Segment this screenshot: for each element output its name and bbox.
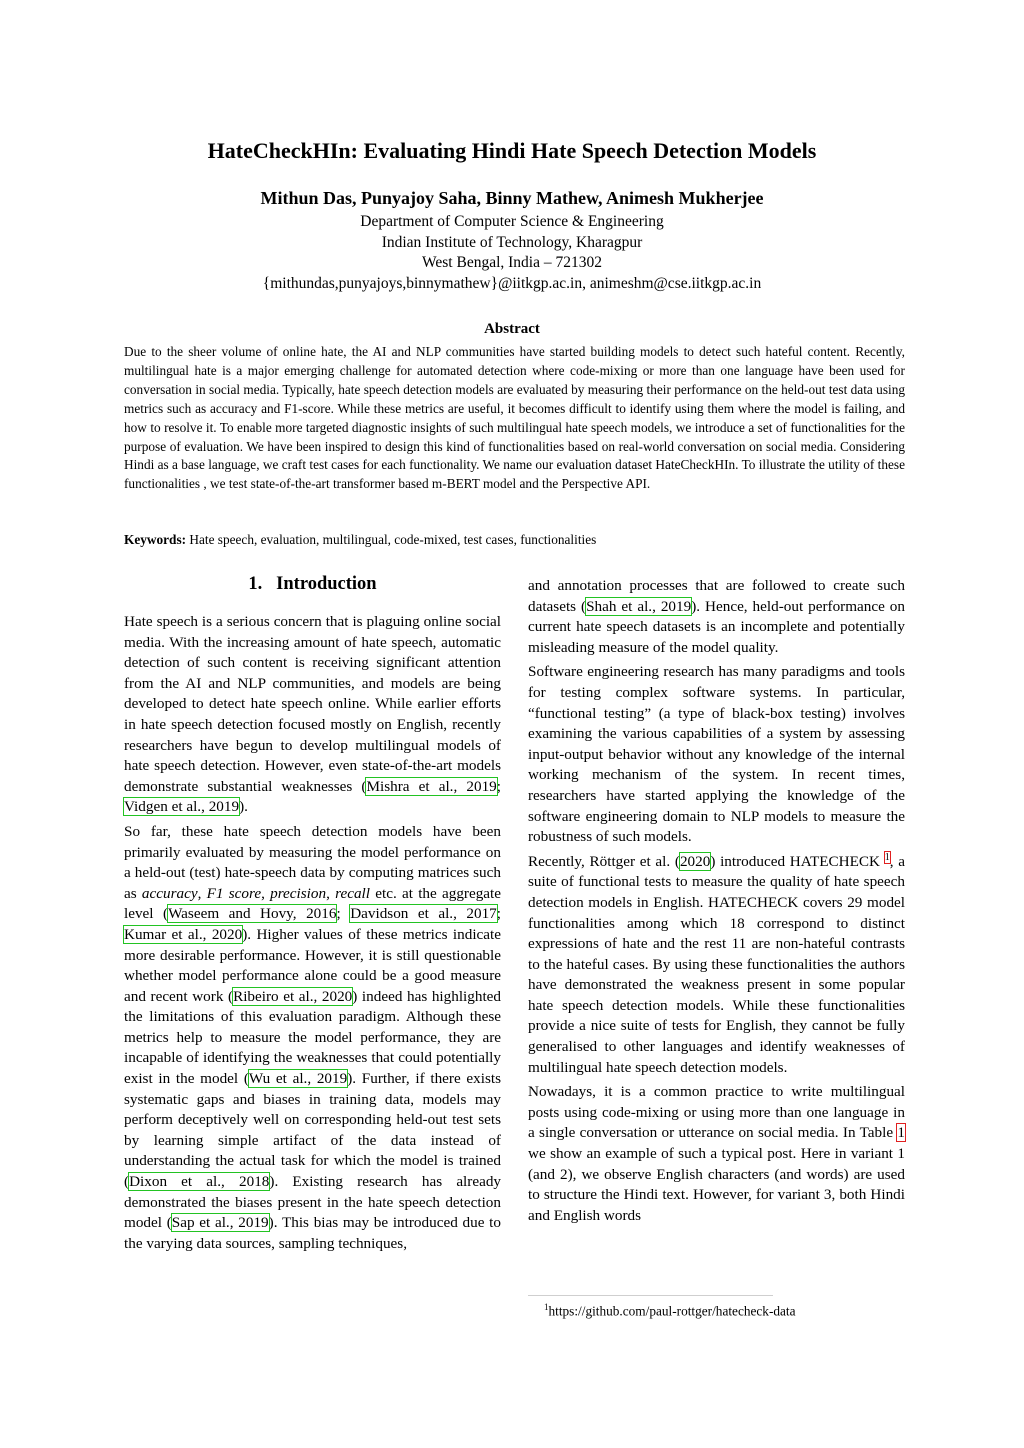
paragraph-text: Hate speech is a serious concern that is plaguing online social media. With the increasing amount of hate speech, automatic detection of such content is receiving significant attention from the AI and NLP communities, and models are being developed to detect hate speech online. While earlier efforts in hate speech detection focused mostly on English, recently researchers have begun to develop multilingual models of hate speech detection. However, even state-of-the-art models demonstrate substantial weaknesses ( [124,613,501,795]
paragraph-text: Nowadays, it is a common practice to write multilingual posts using code-mixing or using more than one language in a single conversation or utterance on social media. In Table [528,1083,905,1142]
affiliation-emails: {mithundas,punyajoys,binnymathew}@iitkgp.ac.in, animeshm@cse.iitkgp.ac.in [262,274,762,292]
metric-term: recall [335,884,370,902]
right-column [528,576,905,1230]
metric-term: precision [270,884,327,902]
separator: ; [496,777,501,795]
paragraph-text: ). This bias may be introduced due to the varying data sources, sampling techniques, [124,1214,501,1252]
paragraph-text: ). Higher values of these metrics indicate more desirable performance. However, it is still questionable whether model performance alone could be a good measure and recent work ( [124,925,501,1005]
section-number: 1. [248,574,263,594]
footnote-text: https://github.com/paul-rottger/hatecheck-data [548,1303,796,1319]
intro-paragraph-5 [528,852,905,1079]
separator: ; [496,905,501,923]
separator: , [261,884,271,902]
paragraph-text: , a suite of functional tests to measure the quality of hate speech detection models in English. HATECHECK covers 29 model functionalities among which 18 correspond to distinct expressions of hate and the rest 11 are non-hateful contrasts to the hateful cases. By using these functionalities the authors have demonstrated the weakness present in some popular hate speech detection models. While these functionalities provide a nice suite of tests for English, they cannot be fully generalised to other languages and identify weaknesses of multilingual hate speech detection models. [528,852,905,1076]
affiliation-department: Department of Computer Science & Engineering [360,213,664,230]
paragraph-text: ) indeed has highlighted the limitations of this evaluation paradigm. Although these metrics help to measure the model performance, they are incapable of identifying the weaknesses that could potentially exist in the model ( [124,987,502,1088]
footnote-mark: 1 [544,1302,549,1312]
footnote-divider [528,1295,773,1296]
separator: , [197,884,207,902]
citation-link[interactable]: Vidgen et al., 2019 [124,798,240,816]
affiliation-institute: Indian Institute of Technology, Kharagpur [381,233,643,251]
paper-title: HateCheckHIn: Evaluating Hindi Hate Speech Detection Models [207,138,817,163]
citation-link[interactable]: Mishra et al., 2019 [366,777,497,795]
paragraph-text: and annotation processes that are followed to create such datasets ( [528,577,905,615]
intro-paragraph-3 [528,576,905,658]
metric-term: F1 score [206,884,262,902]
paragraph-text: we show an example of such a typical post. Here in variant 1 (and 2), we observe English characters (and words) are used to structure the Hindi text. However, for variant 3, both Hindi and English words [528,1145,905,1224]
citation-link[interactable]: Waseem and Hovy, 2016 [168,905,337,923]
affiliation-location: West Bengal, India – 721302 [422,254,602,271]
citation-link[interactable]: Davidson et al., 2017 [350,905,497,923]
citation-link[interactable]: Sap et al., 2019 [171,1214,269,1232]
footnote [544,1298,796,1320]
section-title: Introduction [276,574,377,594]
paragraph-text: So far, these hate speech detection models have been primarily evaluated by measuring the model performance on a held-out (test) hate-speech data by computing matrices such as [124,822,501,902]
citation-link[interactable]: Ribeiro et al., 2020 [233,987,353,1005]
intro-paragraph-1 [124,612,501,818]
section-heading [124,574,501,595]
separator: , [326,884,336,902]
paragraph-text: ). Existing research has already demonstrated the biases present in the hate speech detection model ( [124,1173,502,1232]
intro-paragraph-4: Software engineering research has many paradigms and tools for testing complex software systems. In particular, “functional testing” (a type of black-box testing) involves examining the various capabilities of a system by assessing input-output behavior without any knowledge of the internal working mechanism of the system. In recent times, researchers have started applying the knowledge of the software engineering domain to NLP models to measure the robustness of such models. [528,663,905,846]
intro-paragraph-6 [528,1082,905,1226]
paragraph-text: ). Further, if there exists systematic gaps and biases in training data, models may perform deceptively well on corresponding held-out test sets by learning simple artifact of the data instead of understanding the actual task for which the model is trained ( [124,1070,502,1191]
abstract-text: Due to the sheer volume of online hate, the AI and NLP communities have started building models to detect such hateful content. Recently, multilingual hate is a major emerging challenge for automated detection where code-mixing or more than one language have been used for conversation in social media. Typically, hate speech detection models are evaluated by measuring their performance on the held-out test data using metrics such as accuracy and F1-score. While these metrics are useful, it becomes difficult to identify using them where the model is failing, and how to resolve it. To enable more targeted diagnostic insights of such multilingual hate speech models, we introduce a set of functionalities for the purpose of evaluation. We have been inspired to design this kind of functionalities based on real-world conversation on social media. Considering Hindi as a base language, we craft test cases for each functionality. We name our evaluation dataset HateCheckHIn. To illustrate the utility of these functionalities , we test state-of-the-art transformer based m-BERT model and the Perspective API. [124,344,905,492]
left-column [124,612,501,1258]
citation-link[interactable]: Shah et al., 2019 [586,597,692,615]
abstract-heading: Abstract [484,321,540,337]
citation-link[interactable]: Wu et al., 2019 [248,1070,348,1088]
metric-term: accuracy [141,884,198,902]
intro-paragraph-2 [124,822,501,1254]
citation-link[interactable]: 2020 [679,852,711,870]
paragraph-text: ). Hence, held-out performance on current hate speech datasets is an incomplete and potentially misleading measure of the model quality. [528,597,905,656]
paragraph-text: ) introduced HATECHECK [710,852,885,870]
author-list: Mithun Das, Punyajoy Saha, Binny Mathew, Animesh Mukherjee [260,188,764,208]
keywords-label: Keywords: [124,532,187,547]
footnote-link[interactable]: 1 [884,851,890,863]
separator: ; [336,905,351,923]
citation-link[interactable]: Kumar et al., 2020 [124,925,243,943]
table-reference-link[interactable]: 1 [897,1124,905,1142]
keywords-line [124,531,905,549]
keywords-text: Hate speech, evaluation, multilingual, code-mixed, test cases, functionalities [189,532,597,547]
paragraph-text: etc. at the aggregate level ( [124,884,502,923]
citation-link[interactable]: Dixon et al., 2018 [129,1173,270,1191]
affiliation-block [0,212,1024,294]
paragraph-text: Recently, Röttger et al. ( [528,852,680,870]
paragraph-text: ). [239,798,248,816]
